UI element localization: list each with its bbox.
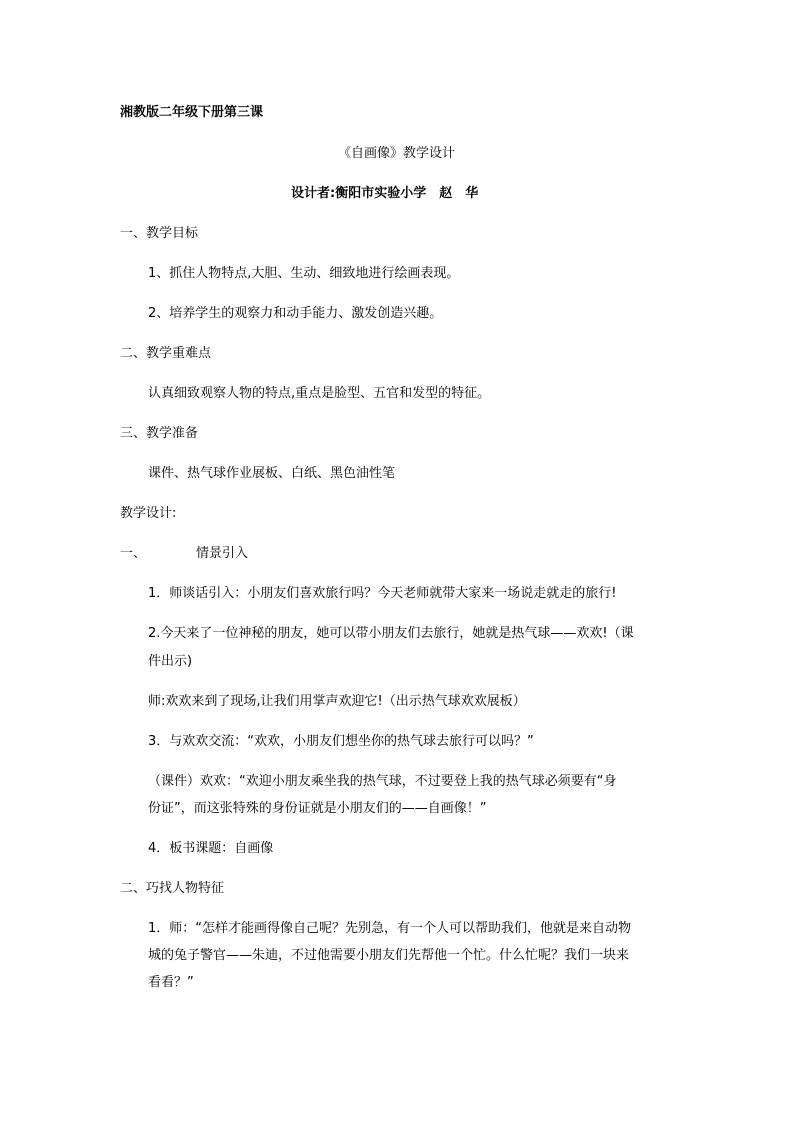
intro-step-1: 1．师谈话引入：小朋友们喜欢旅行吗？今天老师就带大家来一场说走就走的旅行! bbox=[148, 586, 617, 601]
intro-step-4: 4．板书课题：自画像 bbox=[148, 841, 274, 856]
intro-step-2-line-1: 2.今天来了一位神秘的朋友，她可以带小朋友们去旅行，她就是热气球——欢欢!（课 bbox=[148, 626, 634, 641]
part1-title: 情景引入 bbox=[196, 546, 249, 561]
intro-step-3: 3．与欢欢交流：“欢欢，小朋友们想坐你的热气球去旅行可以吗？” bbox=[148, 734, 534, 749]
features-step-1-line-2: 城的兔子警官——朱迪，不过他需要小朋友们先帮他一个忙。什么忙呢？我们一块来 bbox=[148, 948, 630, 963]
courseware-line-2: 份证”，而这张特殊的身份证就是小朋友们的——自画像！” bbox=[148, 801, 487, 816]
features-step-1-line-3: 看看？” bbox=[148, 975, 194, 990]
designer-line: 设计者:衡阳市实验小学 赵 华 bbox=[291, 186, 479, 201]
document-title: 《自画像》教学设计 bbox=[338, 146, 456, 161]
goal-item-1: 1、抓住人物特点,大胆、生动、细致地进行绘画表现。 bbox=[148, 266, 460, 281]
part1-heading bbox=[120, 546, 248, 562]
part2-heading: 二、巧找人物特征 bbox=[120, 881, 225, 896]
key-points-heading: 二、教学重难点 bbox=[120, 346, 212, 361]
key-points-text: 认真细致观察人物的特点,重点是脸型、五官和发型的特征。 bbox=[148, 386, 491, 401]
design-label: 教学设计: bbox=[120, 506, 177, 521]
features-step-1-line-1: 1．师：“怎样才能画得像自己呢？先别急，有一个人可以帮助我们，他就是来自动物 bbox=[148, 921, 632, 936]
goal-item-2: 2、培养学生的观察力和动手能力、激发创造兴趣。 bbox=[148, 306, 443, 321]
preparation-heading: 三、教学准备 bbox=[120, 426, 199, 441]
preparation-text: 课件、热气球作业展板、白纸、黑色油性笔 bbox=[148, 466, 396, 481]
courseware-line-1: （课件）欢欢：“欢迎小朋友乘坐我的热气球，不过要登上我的热气球必须要有“身 bbox=[148, 774, 617, 789]
teacher-line: 师:欢欢来到了现场,让我们用掌声欢迎它!（出示热气球欢欢展板） bbox=[148, 694, 526, 709]
intro-step-2-line-2: 件出示) bbox=[148, 654, 193, 669]
goals-heading: 一、教学目标 bbox=[120, 226, 199, 241]
part1-number: 一、 bbox=[120, 546, 147, 561]
textbook-label: 湘教版二年级下册第三课 bbox=[120, 105, 264, 120]
